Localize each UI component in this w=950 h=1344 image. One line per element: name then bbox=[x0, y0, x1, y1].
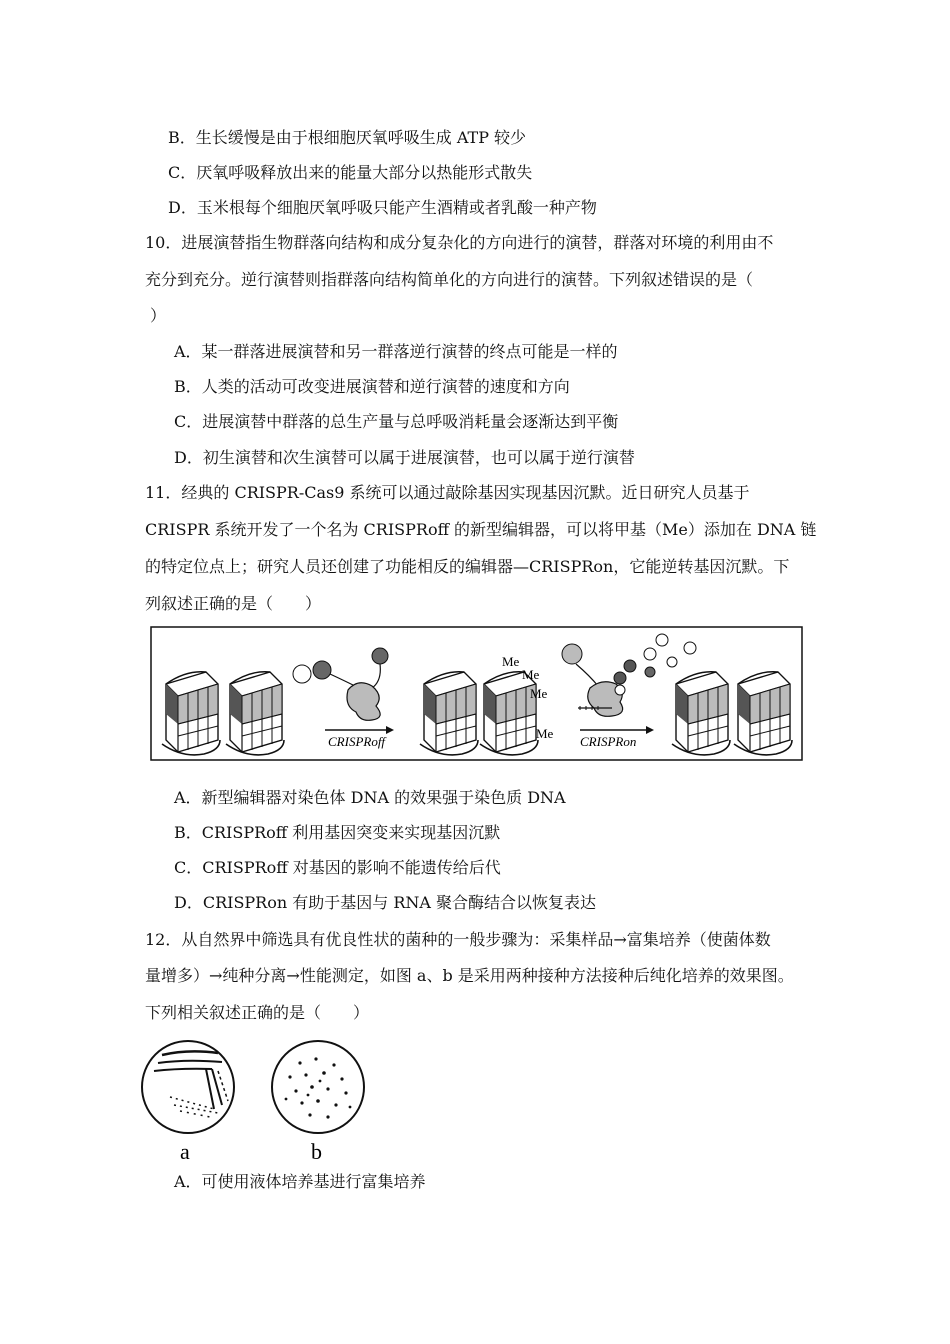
q10-stem-line2: 充分到充分。逆行演替则指群落向结构简单化的方向进行的演替。下列叙述错误的是（ bbox=[145, 270, 754, 289]
nucleosome-1 bbox=[162, 672, 220, 755]
label-plate-a: a bbox=[180, 1139, 190, 1164]
q11-option-c: C．CRISPRoff 对基因的影响不能遗传给后代 bbox=[174, 858, 501, 877]
me-label-3: Me bbox=[530, 686, 548, 701]
q11-stem-line2: CRISPR 系统开发了一个名为 CRISPRoff 的新型编辑器，可以将甲基（Me）添加在 DNA 链 bbox=[145, 520, 817, 539]
q9-option-b: B．生长缓慢是由于根细胞厌氧呼吸生成 ATP 较少 bbox=[168, 128, 527, 147]
me-label-4: Me bbox=[536, 726, 554, 741]
nucleosome-3 bbox=[420, 672, 478, 755]
q11-stem-line4: 列叙述正确的是（ ） bbox=[145, 594, 322, 613]
q9-option-d: D．玉米根每个细胞厌氧呼吸只能产生酒精或者乳酸一种产物 bbox=[168, 198, 597, 217]
q12-stem-line2: 量增多）→纯种分离→性能测定，如图 a、b 是采用两种接种方法接种后纯化培养的效果图。 bbox=[145, 966, 794, 985]
q12-stem-line1: 12．从自然界中筛选具有优良性状的菌种的一般步骤为：采集样品→富集培养（使菌体数 bbox=[145, 930, 771, 949]
plates-figure bbox=[140, 1035, 376, 1165]
nucleosome-2 bbox=[226, 672, 284, 755]
label-crispron: CRISPRon bbox=[580, 734, 637, 749]
me-label-2: Me bbox=[522, 667, 540, 682]
nucleosome-5 bbox=[672, 672, 730, 755]
q10-option-a: A．某一群落进展演替和另一群落逆行演替的终点可能是一样的 bbox=[174, 342, 618, 361]
q10-option-d: D．初生演替和次生演替可以属于进展演替，也可以属于逆行演替 bbox=[174, 448, 635, 467]
plate-a bbox=[142, 1041, 234, 1133]
nucleosome-6 bbox=[734, 672, 792, 755]
label-plate-b: b bbox=[311, 1139, 322, 1164]
q10-option-b: B．人类的活动可改变进展演替和逆行演替的速度和方向 bbox=[174, 377, 570, 396]
crispr-figure bbox=[150, 626, 804, 762]
q9-option-c: C．厌氧呼吸释放出来的能量大部分以热能形式散失 bbox=[168, 163, 533, 182]
q12-option-a: A．可使用液体培养基进行富集培养 bbox=[174, 1172, 426, 1191]
label-crisproff: CRISPRoff bbox=[328, 734, 386, 749]
q11-option-a: A．新型编辑器对染色体 DNA 的效果强于染色质 DNA bbox=[174, 788, 566, 807]
q12-stem-line3: 下列相关叙述正确的是（ ） bbox=[145, 1003, 370, 1022]
q11-option-d: D．CRISPRon 有助于基因与 RNA 聚合酶结合以恢复表达 bbox=[174, 893, 597, 912]
me-label-1: Me bbox=[502, 654, 520, 669]
q11-stem-line3: 的特定位点上；研究人员还创建了功能相反的编辑器—CRISPRon，它能逆转基因沉默。下 bbox=[145, 557, 790, 576]
q10-stem-line3: ） bbox=[150, 306, 167, 325]
q11-stem-line1: 11．经典的 CRISPR-Cas9 系统可以通过敲除基因实现基因沉默。近日研究人员基于 bbox=[145, 483, 750, 502]
q10-stem-line1: 10．进展演替指生物群落向结构和成分复杂化的方向进行的演替，群落对环境的利用由不 bbox=[145, 233, 774, 252]
q10-option-c: C．进展演替中群落的总生产量与总呼吸消耗量会逐渐达到平衡 bbox=[174, 412, 619, 431]
nucleosome-4 bbox=[480, 672, 538, 755]
plate-b bbox=[272, 1041, 364, 1133]
q11-option-b: B．CRISPRoff 利用基因突变来实现基因沉默 bbox=[174, 823, 501, 842]
